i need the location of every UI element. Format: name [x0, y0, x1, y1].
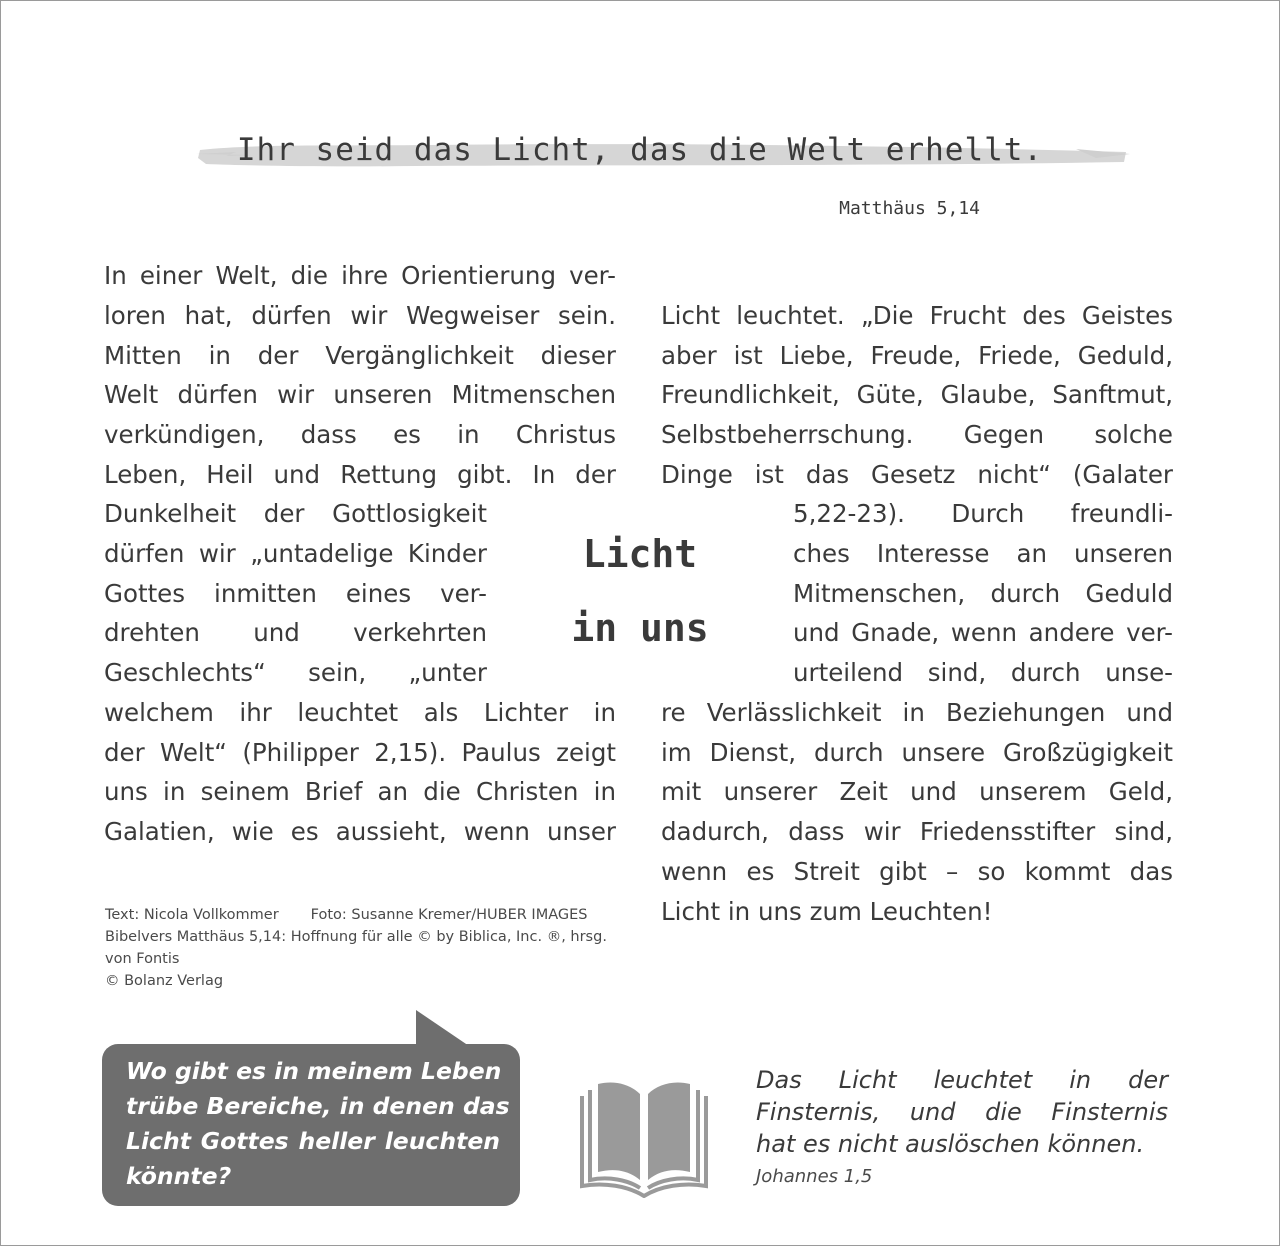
- header-verse-reference: Matthäus 5,14: [839, 198, 980, 219]
- body-line: re Verlässlichkeit in Beziehungen und: [661, 698, 1173, 727]
- body-line: drehten und verkehrten: [104, 618, 487, 647]
- credit-photo: Foto: Susanne Kremer/HUBER IMAGES: [310, 907, 588, 923]
- open-book-icon: [578, 1076, 710, 1198]
- body-line: Geschlechts“ sein, „unter: [104, 658, 487, 687]
- body-line: und Gnade, wenn andere ver-: [793, 618, 1173, 647]
- center-title-line-1: Licht: [582, 532, 698, 576]
- header-verse: Ihr seid das Licht, das die Welt erhellt.: [236, 132, 1044, 168]
- body-line: aber ist Liebe, Freude, Friede, Geduld,: [661, 341, 1173, 370]
- question-line: trübe Bereiche, in denen das: [126, 1092, 510, 1120]
- body-line: Licht in uns zum Leuchten!: [661, 897, 993, 926]
- body-line: mit unserer Zeit und unserem Geld,: [661, 777, 1173, 806]
- credit-bible-line-2: von Fontis: [105, 951, 180, 967]
- body-line: verkündigen, dass es in Christus: [104, 420, 616, 449]
- center-title-line-2: in uns: [571, 606, 709, 650]
- question-line: Licht Gottes heller leuchten: [126, 1127, 500, 1155]
- credits: [105, 904, 625, 992]
- body-line: loren hat, dürfen wir Wegweiser sein.: [104, 301, 616, 330]
- body-line: Gottes inmitten eines ver-: [104, 579, 487, 608]
- quote-line: Finsternis, und die Finsternis: [756, 1098, 1168, 1126]
- body-line: ches Interesse an unseren: [793, 539, 1173, 568]
- body-line: im Dienst, durch unsere Großzügigkeit: [661, 738, 1173, 767]
- body-line: urteilend sind, durch unse-: [793, 658, 1173, 687]
- credit-text-author: Text: Nicola Vollkommer: [105, 907, 279, 923]
- body-line: Welt dürfen wir unseren Mitmenschen: [104, 380, 616, 409]
- credit-bible-line-1: Bibelvers Matthäus 5,14: Hoffnung für alle © by Biblica, Inc. ®, hrsg.: [105, 929, 607, 945]
- quote-line: hat es nicht auslöschen können.: [756, 1130, 1145, 1158]
- body-line: wenn es Streit gibt – so kommt das: [661, 857, 1173, 886]
- credit-publisher: © Bolanz Verlag: [105, 973, 224, 989]
- body-line: Leben, Heil und Rettung gibt. In der: [104, 460, 616, 489]
- body-line: Mitmenschen, durch Geduld: [793, 579, 1173, 608]
- reflection-question: [126, 1054, 510, 1194]
- body-line: 5,22-23). Durch freundli-: [793, 499, 1173, 528]
- body-line: Galatien, wie es aussieht, wenn unser: [104, 817, 616, 846]
- question-line: Wo gibt es in meinem Leben: [126, 1057, 502, 1085]
- body-line: welchem ihr leuchtet als Lichter in: [104, 698, 616, 727]
- question-line: könnte?: [126, 1162, 232, 1190]
- body-line: dürfen wir „untadelige Kinder: [104, 539, 487, 568]
- quote-line: Das Licht leuchtet in der: [756, 1066, 1168, 1094]
- bible-quote: [756, 1064, 1168, 1160]
- body-line: Licht leuchtet. „Die Frucht des Geistes: [661, 301, 1173, 330]
- body-line: Dunkelheit der Gottlosigkeit: [104, 499, 487, 528]
- body-line: der Welt“ (Philipper 2,15). Paulus zeigt: [104, 738, 616, 767]
- body-line: Mitten in der Vergänglichkeit dieser: [104, 341, 616, 370]
- body-line: Selbstbeherrschung. Gegen solche: [661, 420, 1173, 449]
- body-line: In einer Welt, die ihre Orientierung ver-: [104, 261, 616, 290]
- body-line: Dinge ist das Gesetz nicht“ (Galater: [661, 460, 1173, 489]
- quote-reference: Johannes 1,5: [756, 1166, 873, 1187]
- body-line: Freundlichkeit, Güte, Glaube, Sanftmut,: [661, 380, 1173, 409]
- body-line: dadurch, dass wir Friedensstifter sind,: [661, 817, 1173, 846]
- body-line: uns in seinem Brief an die Christen in: [104, 777, 616, 806]
